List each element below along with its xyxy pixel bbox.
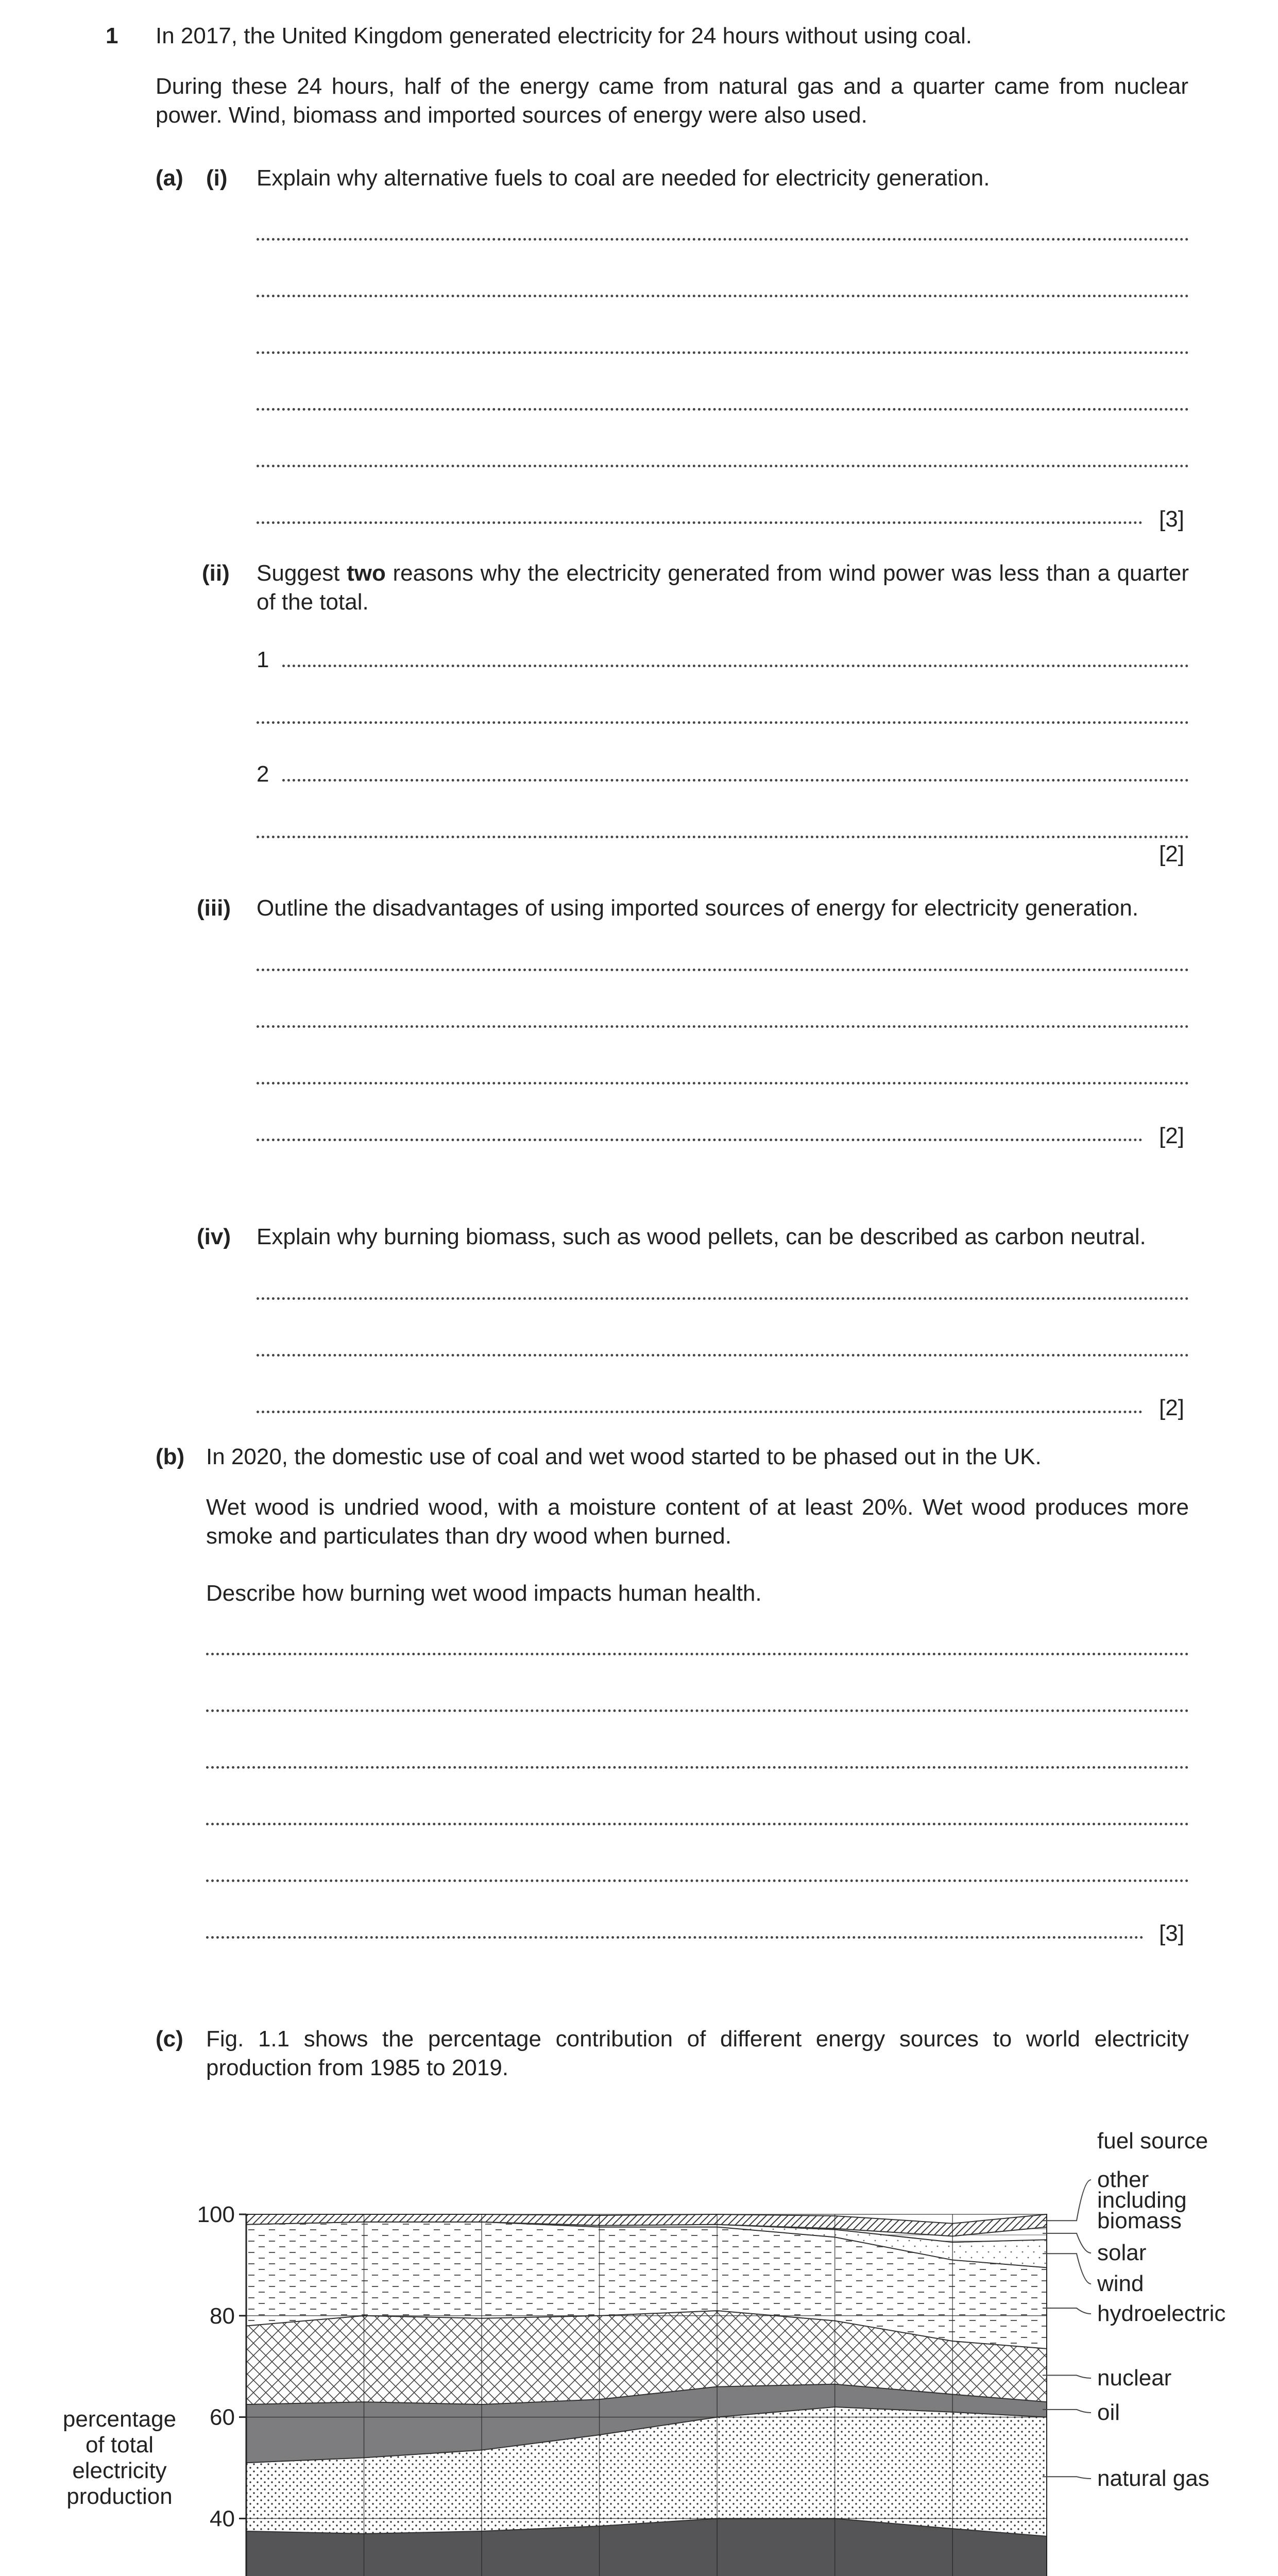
legend-title: fuel source [1097, 2128, 1208, 2154]
part-b-text-1: In 2020, the domestic use of coal and wet wood started to be phased out in the UK. [206, 1444, 1042, 1469]
series-label: other [1097, 2167, 1149, 2192]
intro-text-2: During these 24 hours, half of the energy came from natural gas and a quarter came from nuclear power. Wind, biomass and imported sources of energy were also used. [156, 74, 1188, 128]
answer-line[interactable] [257, 1025, 1189, 1028]
marks: [3] [1159, 1921, 1184, 1946]
y-tick-label: 40 [210, 2506, 235, 2532]
leader-line [1043, 2253, 1091, 2284]
part-b-label: (b) [156, 1444, 185, 1469]
answer-line[interactable] [257, 351, 1189, 354]
y-axis-label-line: percentage [62, 2406, 177, 2432]
marks: [2] [1159, 1395, 1184, 1420]
y-axis-label-line: production [66, 2484, 173, 2509]
answer-line[interactable] [206, 1653, 1189, 1655]
energy-sources-chart [0, 2102, 1278, 2576]
y-tick-label: 60 [210, 2404, 235, 2430]
answer-line[interactable] [257, 1354, 1189, 1357]
answer-line[interactable] [257, 1082, 1189, 1084]
series-label: nuclear [1097, 2365, 1172, 2391]
marks: [2] [1159, 841, 1184, 867]
answer-line[interactable] [257, 521, 1143, 524]
y-axis-label-line: electricity [72, 2458, 167, 2483]
y-tick-label: 80 [210, 2303, 235, 2329]
part-a-iii-text: Outline the disadvantages of using imported sources of energy for electricity generation. [257, 895, 1139, 921]
series-label: oil [1097, 2400, 1120, 2425]
answer-number-1: 1 [257, 647, 269, 672]
answer-line[interactable] [257, 408, 1189, 411]
marks: [3] [1159, 506, 1184, 532]
answer-line[interactable] [206, 1766, 1189, 1769]
answer-line[interactable] [257, 238, 1189, 241]
answer-line[interactable] [257, 1139, 1143, 1141]
answer-line[interactable] [206, 1709, 1189, 1712]
part-b-text-3: Describe how burning wet wood impacts human health. [206, 1581, 762, 1606]
answer-line[interactable] [257, 465, 1189, 467]
answer-line[interactable] [257, 1297, 1189, 1300]
part-a-iv-label: (iv) [197, 1224, 231, 1249]
answer-line[interactable] [257, 969, 1189, 971]
answer-line[interactable] [206, 1936, 1144, 1939]
part-a-label: (a) [156, 165, 183, 191]
y-tick-label: 100 [197, 2202, 235, 2227]
part-a-iv-text: Explain why burning biomass, such as wood pellets, can be described as carbon neutral. [257, 1224, 1146, 1249]
marks: [2] [1159, 1123, 1184, 1148]
leader-line [1043, 2233, 1091, 2253]
part-a-i-label: (i) [206, 165, 228, 191]
series-label: including [1097, 2188, 1187, 2213]
leader-line [1043, 2375, 1091, 2378]
answer-line[interactable] [206, 1823, 1189, 1825]
answer-line[interactable] [282, 779, 1189, 782]
answer-line[interactable] [257, 295, 1189, 297]
leader-line [1043, 2308, 1091, 2314]
answer-line[interactable] [257, 1411, 1143, 1413]
part-a-ii-text: Suggest two reasons why the electricity generated from wind power was less than a quarter of the total. [257, 561, 1189, 615]
series-label: wind [1097, 2271, 1144, 2296]
part-a-ii-label: (ii) [202, 561, 230, 586]
part-a-i-text: Explain why alternative fuels to coal are needed for electricity generation. [257, 165, 990, 191]
series-label: biomass [1097, 2208, 1182, 2233]
series-label: hydroelectric [1097, 2301, 1226, 2326]
intro-text-1: In 2017, the United Kingdom generated electricity for 24 hours without using coal. [156, 23, 972, 48]
part-c-text: Fig. 1.1 shows the percentage contribution of different energy sources to world electricity production from 1985 to 2019. [206, 2026, 1189, 2081]
y-axis-label-line: of total [85, 2432, 154, 2458]
part-b-text-2: Wet wood is undried wood, with a moisture content of at least 20%. Wet wood produces more smoke and particulates than dry wood when burned. [206, 1495, 1189, 1549]
part-c-label: (c) [156, 2026, 183, 2052]
leader-line [1043, 2180, 1091, 2221]
series-label: natural gas [1097, 2466, 1209, 2491]
question-number: 1 [106, 23, 118, 48]
answer-line[interactable] [282, 665, 1189, 667]
part-a-iii-label: (iii) [197, 895, 231, 921]
answer-line[interactable] [257, 721, 1189, 724]
leader-line [1043, 2477, 1091, 2479]
leader-line [1043, 2410, 1091, 2413]
answer-line[interactable] [257, 836, 1189, 838]
answer-number-2: 2 [257, 761, 269, 787]
series-label: solar [1097, 2240, 1147, 2265]
answer-line[interactable] [206, 1879, 1189, 1882]
